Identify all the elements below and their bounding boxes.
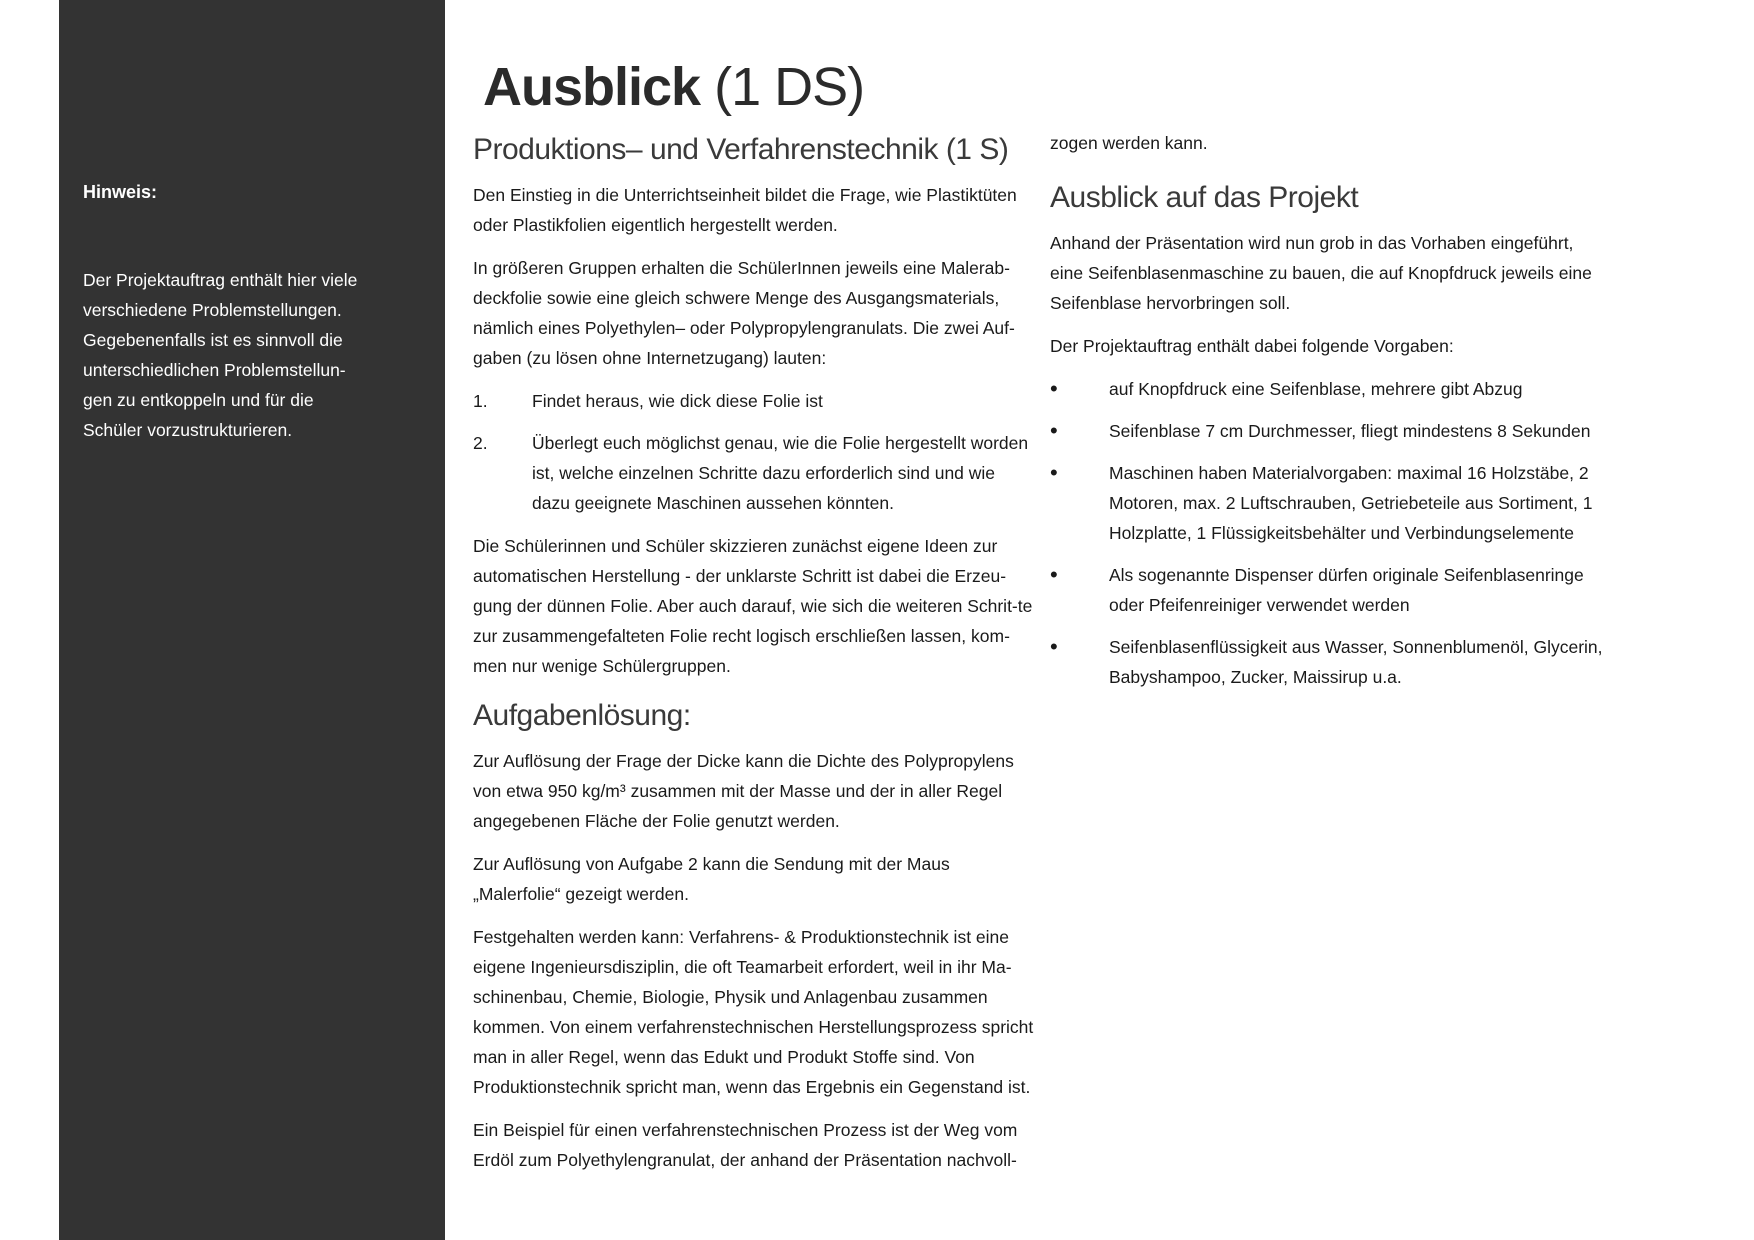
paragraph: Der Projektauftrag enthält dabei folgende Vorgaben: xyxy=(1050,336,1454,356)
list-item xyxy=(473,386,1035,416)
list-item-text: Als sogenannte Dispenser dürfen originale Seifenblasenringe oder Pfeifenreiniger verwendet werden xyxy=(1109,565,1584,615)
sidebar xyxy=(59,0,445,1240)
bullet-icon: • xyxy=(1050,460,1058,485)
bullet-icon: • xyxy=(1050,634,1058,659)
paragraph-continuation: zogen werden kann. xyxy=(1050,133,1208,153)
bullet-icon: • xyxy=(1050,562,1058,587)
bullet-icon: • xyxy=(1050,418,1058,443)
list-item xyxy=(1050,416,1610,446)
paragraph: In größeren Gruppen erhalten die SchülerInnen jeweils eine Malerab-deckfolie sowie eine gleich schwere Menge des Ausgangsmaterials, nämlich eines Polyethylen– oder Polypropylengranulats. Die zwei Auf-gaben (zu lösen ohne Internetzugang) lauten: xyxy=(473,258,1015,368)
page-title-main: Ausblick xyxy=(483,57,701,117)
list-item-text: Überlegt euch möglichst genau, wie die Folie hergestellt worden ist, welche einzelnen Schritte dazu erforderlich sind und wie dazu geeignete Maschinen aussehen könnten. xyxy=(532,433,1029,513)
hint-label: Hinweis: xyxy=(83,182,158,202)
list-item-text: auf Knopfdruck eine Seifenblase, mehrere gibt Abzug xyxy=(1109,379,1523,399)
list-item xyxy=(1050,374,1610,404)
list-item xyxy=(1050,458,1610,548)
list-item-text: Seifenblasenflüssigkeit aus Wasser, Sonnenblumenöl, Glycerin, Babyshampoo, Zucker, Maissirup u.a. xyxy=(1109,637,1603,687)
paragraph: Zur Auflösung von Aufgabe 2 kann die Sendung mit der Maus „Malerfolie“ gezeigt werden. xyxy=(473,854,950,904)
bullet-icon: • xyxy=(1050,376,1058,401)
list-item-text: Seifenblase 7 cm Durchmesser, fliegt mindestens 8 Sekunden xyxy=(1109,421,1591,441)
paragraph: Den Einstieg in die Unterrichtseinheit bildet die Frage, wie Plastiktüten oder Plastikfolien eigentlich hergestellt werden. xyxy=(473,185,1017,235)
page-title-suffix: (1 DS) xyxy=(700,57,865,117)
paragraph: Zur Auflösung der Frage der Dicke kann die Dichte des Polypropylens von etwa 950 kg/m³ zusammen mit der Masse und der in aller Regel angegebenen Fläche der Folie genutzt werden. xyxy=(473,751,1014,831)
list-item xyxy=(1050,632,1610,692)
paragraph: Festgehalten werden kann: Verfahrens- & Produktionstechnik ist eine eigene Ingenieursdisziplin, die oft Teamarbeit erfordert, weil in ihr Ma-schinenbau, Chemie, Biologie, Physik und Anlagenbau zusammen kommen. Von einem verfahrenstechnischen Herstellungsprozess spricht man in aller Regel, wenn das Edukt und Produkt Stoffe sind. Von Produktionstechnik spricht man, wenn das Ergebnis ein Gegenstand ist. xyxy=(473,927,1034,1097)
list-item-text: Maschinen haben Materialvorgaben: maximal 16 Holzstäbe, 2 Motoren, max. 2 Luftschrauben, Getriebeteile aus Sortiment, 1 Holzplatte, 1 Flüssigkeitsbehälter und Verbindungselemente xyxy=(1109,463,1593,543)
hint-text: Der Projektauftrag enthält hier viele verschiedene Problemstellungen. Gegebenenfalls ist es sinnvoll die unterschiedlichen Problemstellun-gen zu entkoppeln und für die Schüler vorzustrukturieren. xyxy=(83,270,358,440)
section-heading-solution: Aufgabenlösung: xyxy=(473,699,691,732)
paragraph: Ein Beispiel für einen verfahrenstechnischen Prozess ist der Weg vom Erdöl zum Polyethylengranulat, der anhand der Präsentation nachvoll- xyxy=(473,1120,1018,1170)
list-number: 2. xyxy=(473,433,488,453)
task-list xyxy=(473,386,1035,518)
paragraph: Die Schülerinnen und Schüler skizzieren zunächst eigene Ideen zur automatischen Herstellung - der unklarste Schritt ist dabei die Erzeu-gung der dünnen Folie. Aber auch darauf, wie sich die weiteren Schrit-te zur zusammengefalteten Folie recht logisch erschließen lassen, kom-men nur wenige Schülergruppen. xyxy=(473,536,1033,676)
list-number: 1. xyxy=(473,391,488,411)
left-column xyxy=(473,128,1035,1188)
list-item xyxy=(1050,560,1610,620)
section-heading-production: Produktions– und Verfahrenstechnik (1 S) xyxy=(473,133,1009,166)
paragraph: Anhand der Präsentation wird nun grob in das Vorhaben eingeführt, eine Seifenblasenmaschine zu bauen, die auf Knopfdruck jeweils eine Seifenblase hervorbringen soll. xyxy=(1050,233,1592,313)
list-item-text: Findet heraus, wie dick diese Folie ist xyxy=(532,391,823,411)
right-column xyxy=(1050,128,1610,705)
section-heading-outlook: Ausblick auf das Projekt xyxy=(1050,181,1359,214)
list-item xyxy=(473,428,1035,518)
page-title xyxy=(483,52,864,122)
requirements-list xyxy=(1050,374,1610,692)
